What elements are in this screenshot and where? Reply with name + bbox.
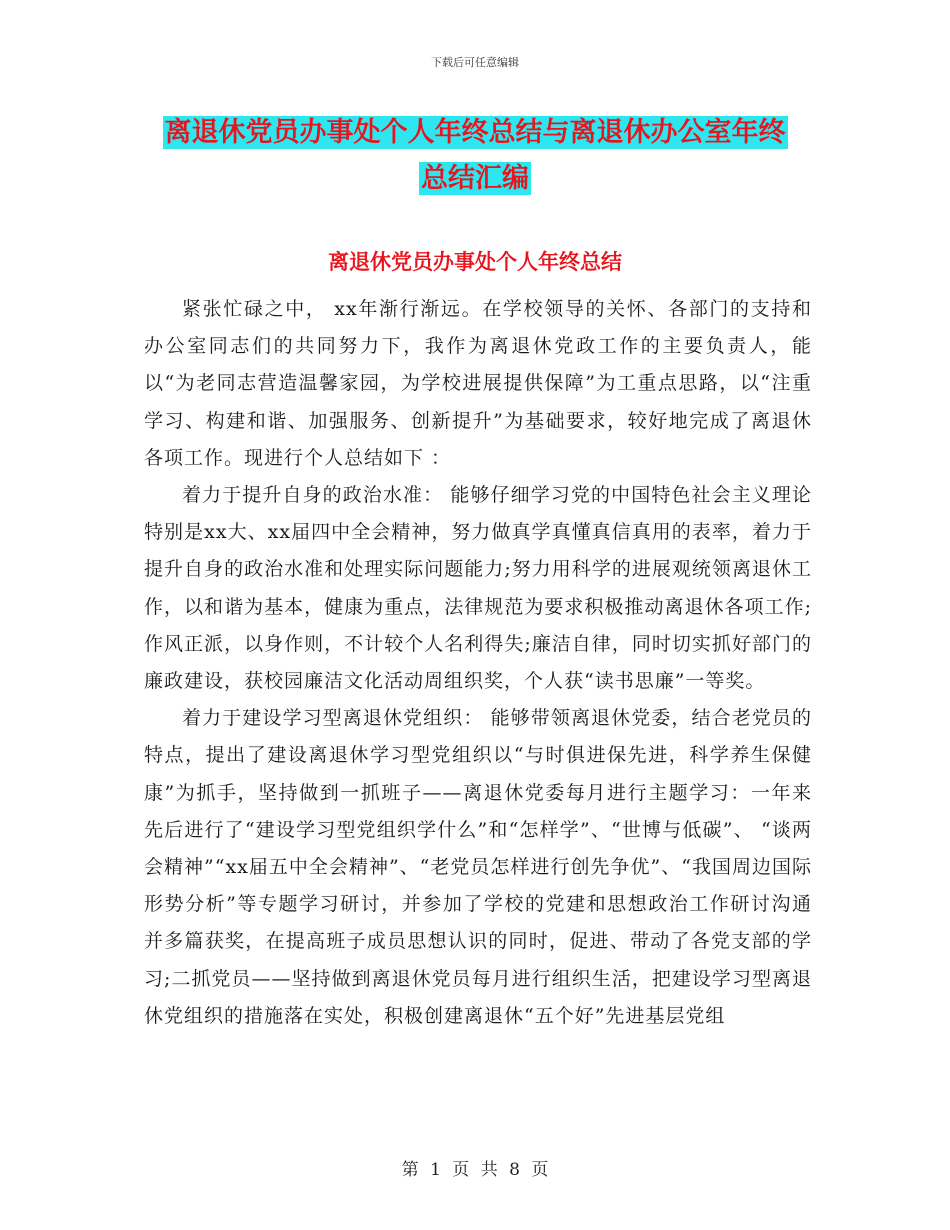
- section-title: 离退休党员办事处个人年终总结: [328, 250, 622, 274]
- document-title: [140, 110, 810, 202]
- paragraph: 着力于建设学习型离退休党组织： 能够带领离退休党委，结合老党员的特点，提出了建设离退休学习型党组织以“与时俱进保先进，科学养生保健康”为抓手，坚持做到一抓班子——离退休党委每月进行主题学习：一年来先后进行了“建设学习型党组织学什么”和“怎样学”、“世博与低碳”、 “谈两会精神”“xx届五中全会精神”、“老党员怎样进行创先争优”、“我国周边国际形势分析”等专题学习研讨，并参加了学校的党建和思想政治工作研讨沟通并多篇获奖，在提高班子成员思想认识的同时，促进、带动了各党支部的学习;二抓党员——坚持做到离退休党员每月进行组织生活，把建设学习型离退休党组织的措施落在实处，积极创建离退休“五个好”先进基层党组: [144, 707, 812, 1027]
- page-footer: 第 1 页 共 8 页: [401, 1160, 549, 1180]
- document-title-line-1: 离退休党员办事处个人年终总结与离退休办公室年终: [164, 117, 786, 148]
- document-title-line-2: 总结汇编: [421, 163, 529, 194]
- paragraph: 紧张忙碌之中， xx年渐行渐远。在学校领导的关怀、各部门的支持和办公室同志们的共同努力下，我作为离退休党政工作的主要负责人，能以“为老同志营造温馨家园，为学校进展提供保障”为工重点思路，以“注重学习、构建和谐、加强服务、创新提升”为基础要求，较好地完成了离退休各项工作。现进行个人总结如下 ：: [144, 298, 812, 469]
- paragraph: 着力于提升自身的政治水准： 能够仔细学习党的中国特色社会主义理论特别是xx大、xx届四中全会精神，努力做真学真懂真信真用的表率，着力于提升自身的政治水准和处理实际问题能力;努力用科学的进展观统领离退休工作，以和谐为基本，健康为重点，法律规范为要求积极推动离退休各项工作;作风正派，以身作则，不计较个人名利得失;廉洁自律，同时切实抓好部门的廉政建设，获校园廉洁文化活动周组织奖，个人获“读书思廉”一等奖。: [144, 484, 812, 693]
- header-note: 下载后可任意编辑: [431, 56, 519, 69]
- body-text: [144, 291, 812, 1035]
